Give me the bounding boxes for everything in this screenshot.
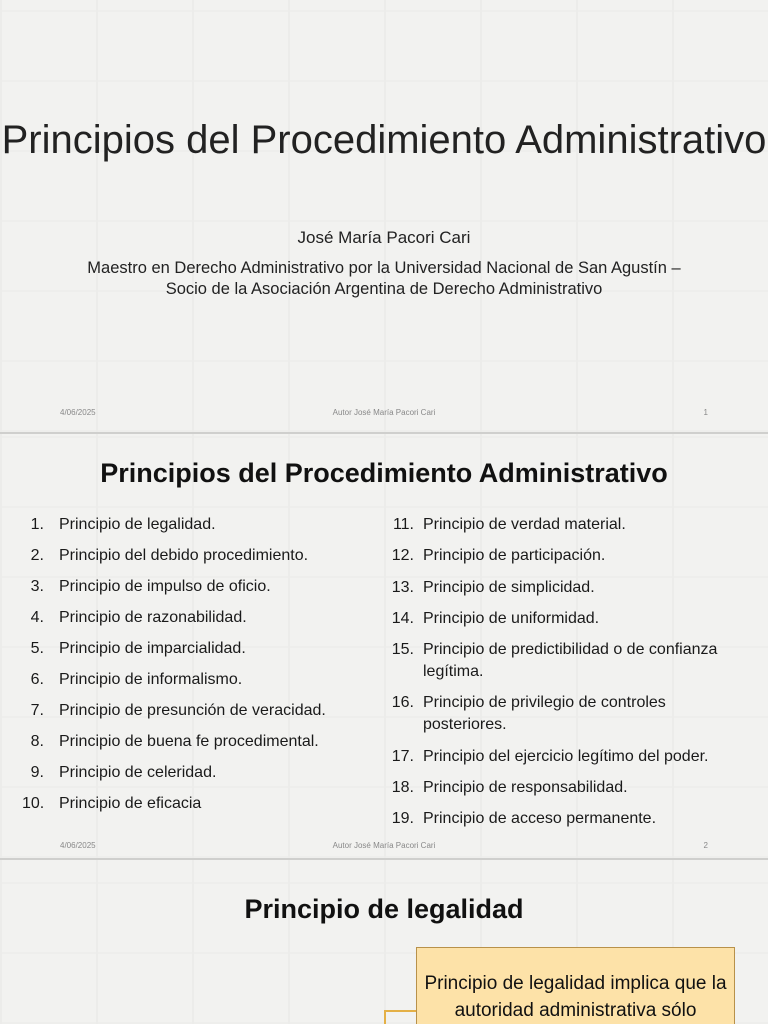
list-item-number: 3. [30, 578, 44, 595]
list-item [388, 808, 753, 830]
list-item [388, 608, 753, 630]
list-item-number: 1. [30, 516, 44, 533]
list-item-number: 8. [30, 733, 44, 750]
list-item-number: 16. [391, 694, 414, 712]
list-item-text: Principio de legalidad. [59, 516, 216, 533]
list-item-text: Principio de predictibilidad o de confianza legítima. [423, 641, 718, 681]
principles-list-right [388, 514, 753, 840]
list-item [22, 731, 372, 753]
list-item [388, 577, 753, 599]
author-affiliation: Maestro en Derecho Administrativo por la Universidad Nacional de San Agustín – Socio de la Asociación Argentina de Derecho Administrativo [87, 259, 681, 298]
footer-author: Autor José María Pacori Cari [332, 408, 436, 417]
principles-list-left [22, 514, 372, 824]
list-item-text: Principio de presunción de veracidad. [59, 702, 326, 719]
list-item-number: 15. [391, 641, 414, 659]
slide-title: Principio de legalidad [244, 894, 524, 924]
list-item-text: Principio del ejercicio legítimo del poder. [423, 747, 709, 765]
list-item-number: 9. [30, 764, 44, 781]
slide-3 [0, 860, 768, 1024]
list-item [388, 746, 753, 768]
list-item [22, 607, 372, 629]
list-item-number: 7. [30, 702, 44, 719]
list-item [22, 669, 372, 691]
list-item-text: Principio de participación. [423, 547, 606, 565]
list-item-number: 4. [30, 609, 44, 626]
list-item-text: Principio de razonabilidad. [59, 609, 247, 626]
list-item-number: 13. [391, 578, 414, 596]
list-item [388, 514, 753, 536]
list-item-number: 14. [391, 609, 414, 627]
list-item-text: Principio de privilegio de controles posteriores. [423, 694, 666, 734]
list-item [388, 692, 753, 736]
list-item [388, 639, 753, 683]
list-item-text: Principio de celeridad. [59, 764, 217, 781]
footer-author: Autor José María Pacori Cari [332, 841, 436, 850]
footer-date: 4/06/2025 [60, 408, 96, 417]
list-item [22, 700, 372, 722]
list-item-text: Principio de eficacia [59, 795, 202, 812]
slide-title: Principios del Procedimiento Administrativo [100, 458, 668, 488]
list-item [22, 576, 372, 598]
list-item-text: Principio de responsabilidad. [423, 779, 628, 797]
slide-title: Principios del Procedimiento Administrativo [1, 118, 767, 162]
list-item-number: 5. [30, 640, 44, 657]
list-item-text: Principio de informalismo. [59, 671, 243, 688]
list-item-text: Principio de imparcialidad. [59, 640, 246, 657]
list-item-text: Principio de acceso permanente. [423, 810, 657, 828]
list-item-text: Principio de simplicidad. [423, 578, 595, 596]
list-item-text: Principio de buena fe procedimental. [59, 733, 319, 750]
connector-bracket [384, 1010, 416, 1024]
definition-callout: Principio de legalidad implica que la autoridad administrativa sólo [416, 947, 735, 1024]
footer-page-number: 2 [703, 841, 708, 850]
list-item-number: 12. [391, 547, 414, 565]
footer-page-number: 1 [703, 408, 708, 417]
list-item-number: 17. [391, 747, 414, 765]
list-item-number: 6. [30, 671, 44, 688]
list-item-number: 19. [391, 810, 414, 828]
list-item-number: 18. [391, 779, 414, 797]
list-item [388, 545, 753, 567]
list-item [22, 638, 372, 660]
list-item [22, 545, 372, 567]
list-item-number: 10. [22, 795, 45, 812]
list-item-text: Principio de uniformidad. [423, 609, 600, 627]
list-item-text: Principio del debido procedimiento. [59, 547, 309, 564]
footer-date: 4/06/2025 [60, 841, 96, 850]
list-item-number: 11. [392, 516, 414, 533]
list-item [22, 762, 372, 784]
author-name: José María Pacori Cari [297, 228, 471, 247]
slide-2 [0, 434, 768, 858]
list-item-text: Principio de impulso de oficio. [59, 578, 271, 595]
slide-1 [0, 0, 768, 432]
list-item-text: Principio de verdad material. [423, 516, 626, 533]
list-item-number: 2. [30, 547, 44, 564]
list-item [22, 514, 372, 536]
list-item [22, 793, 372, 815]
list-item [388, 777, 753, 799]
